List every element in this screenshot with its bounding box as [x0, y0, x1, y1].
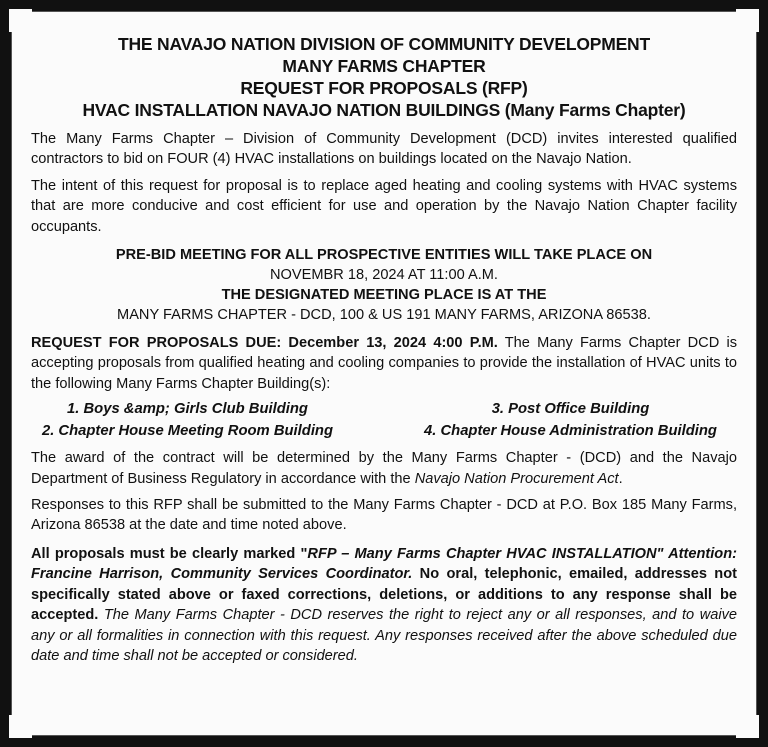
- intro-paragraph: The Many Farms Chapter – Division of Community Development (DCD) invites interested qualified contractors to bid on FOUR (4) HVAC installations on buildings located on the Navajo Nation.: [31, 131, 737, 168]
- final-part-2: RFP – Many Farms Chapter HVAC INSTALLATION" Attention: Francine Harrison, Community Services Coordinator.: [31, 545, 737, 583]
- procurement-act: Navajo Nation Procurement Act: [414, 470, 619, 487]
- due-paragraph: [31, 333, 737, 394]
- final-part-3: No oral, telephonic, emailed, addresses not specifically stated above or faxed corrections, deletions, or additions to any response shall be accepted.: [31, 566, 737, 624]
- due-label: REQUEST FOR PROPOSALS DUE: December 13, 2024 4:00 P.M.: [31, 335, 498, 352]
- meeting-heading: PRE-BID MEETING FOR ALL PROSPECTIVE ENTITIES WILL TAKE PLACE ON: [115, 247, 653, 264]
- meeting-place-heading: THE DESIGNATED MEETING PLACE IS AT THE: [221, 287, 547, 304]
- meeting-place: MANY FARMS CHAPTER - DCD, 100 & US 191 MANY FARMS, ARIZONA 86538.: [117, 307, 651, 324]
- due-text: The Many Farms Chapter DCD is accepting proposals from qualified heating and cooling companies to provide the installation of HVAC units to the following Many Farms Chapter Building(s):: [31, 335, 737, 392]
- corner-ornament: [736, 715, 762, 741]
- list-item: 2. Chapter House Meeting Room Building: [41, 423, 334, 440]
- award-paragraph: [31, 448, 737, 489]
- final-part-4: The Many Farms Chapter - DCD reserves the right to reject any or all responses, and to waive any or all formalities in connection with this request. Any responses received after the above scheduled due date and time shall not be accepted or considered.: [31, 607, 737, 664]
- header-line-3: REQUEST FOR PROPOSALS (RFP): [240, 78, 528, 98]
- intent-paragraph: The intent of this request for proposal is to replace aged heating and cooling systems with HVAC systems that are more conducive and cost efficient for use and operation by the Navajo Nation Chapter facility occupants.: [31, 177, 737, 235]
- final-paragraph: [31, 544, 737, 666]
- responses-paragraph: Responses to this RFP shall be submitted to the Many Farms Chapter - DCD at P.O. Box 185 Many Farms, Arizona 86538 at the date and time noted above.: [31, 497, 737, 534]
- list-item: 3. Post Office Building: [491, 401, 650, 418]
- header-line-1: THE NAVAJO NATION DIVISION OF COMMUNITY DEVELOPMENT: [117, 34, 650, 54]
- award-text: The award of the contract will be determined by the Many Farms Chapter - (DCD) and the Navajo Department of Business Regulatory in accordance with the: [31, 450, 737, 487]
- final-part-1: All proposals must be clearly marked ": [31, 545, 308, 562]
- award-end: .: [618, 470, 623, 487]
- corner-ornament: [6, 715, 32, 741]
- header-line-4: HVAC INSTALLATION NAVAJO NATION BUILDINGS (Many Farms Chapter): [82, 100, 686, 120]
- building-list: [31, 398, 737, 442]
- corner-ornament: [6, 6, 32, 32]
- notice-content: [31, 33, 737, 666]
- corner-ornament: [736, 6, 762, 32]
- meeting-date: NOVEMBR 18, 2024 AT 11:00 A.M.: [270, 267, 498, 284]
- header-line-2: MANY FARMS CHAPTER: [282, 56, 486, 76]
- list-item: 1. Boys &amp; Girls Club Building: [67, 401, 308, 418]
- list-item: 4. Chapter House Administration Building: [424, 423, 717, 440]
